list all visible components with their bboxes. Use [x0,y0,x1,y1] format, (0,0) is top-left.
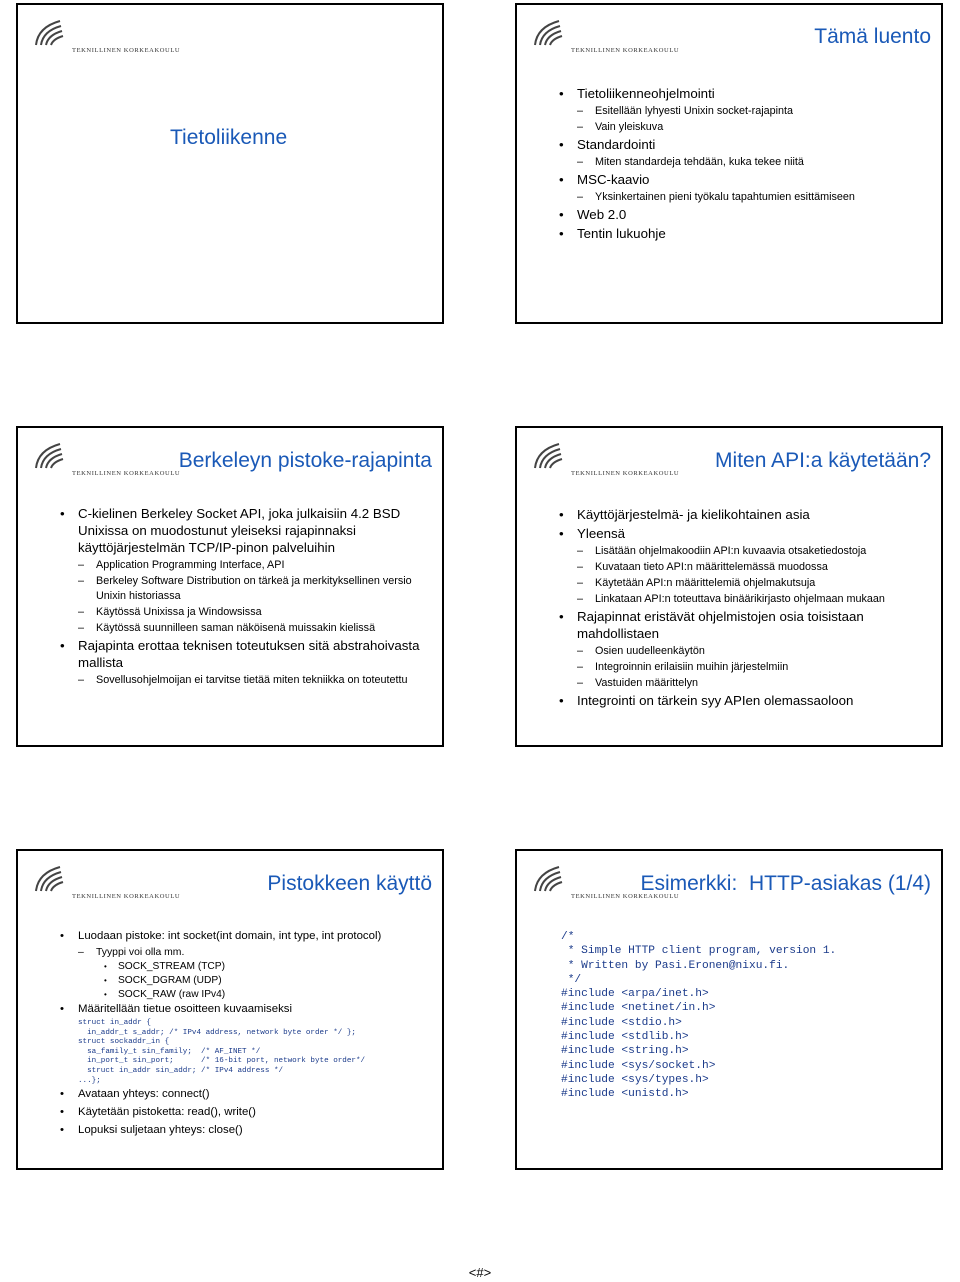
sub-bullet: – Osien uudelleenkäytön [559,644,919,659]
slide-body [60,929,420,1140]
logo-icon [32,863,66,895]
logo-icon [531,17,565,49]
slide-body [559,85,919,244]
bullet: • Lopuksi suljetaan yhteys: close() [60,1122,420,1138]
slide-body [60,505,420,689]
sub-bullet: – Käytetään API:n määrittelemiä ohjelmakutsuja [559,576,919,591]
logo-text: TEKNILLINEN KORKEAKOULU [72,893,181,900]
university-logo [32,440,181,480]
logo-icon [531,440,565,472]
sub-bullet: – Tyyppi voi olla mm. [60,946,420,959]
university-logo [32,17,181,57]
slide-body [559,506,919,711]
bullet: • Standardointi [559,136,919,153]
sub-bullet: – Kuvataan tieto API:n määrittelemässä muodossa [559,560,919,575]
bullet: • Luodaan pistoke: int socket(int domain, int type, int protocol) [60,929,420,944]
bullet: • Tietoliikenneohjelmointi [559,85,919,102]
sub-bullet: – Sovellusohjelmoijan ei tarvitse tietää miten tekniikka on toteutettu [60,673,420,688]
bullet: • Integrointi on tärkein syy APIen olemassaoloon [559,692,919,709]
sub-bullet: – Miten standardeja tehdään, kuka tekee niitä [559,155,919,170]
code-listing: /* * Simple HTTP client program, version 1. * Written by Pasi.Eronen@nixu.fi. */ #include <arpa/inet.h> #include <netinet/in.h> #include <stdio.h> #include <stdlib.h> #include <string.h> #include <sys/socket.h> #include <sys/types.h> #include <unistd.h> [561,931,837,1101]
slide-6 [515,849,943,1170]
slide-title: Miten API:a käytetään? [715,449,931,472]
logo-text: TEKNILLINEN KORKEAKOULU [571,47,680,54]
sub-sub-bullet: • SOCK_RAW (raw IPv4) [60,988,420,1002]
logo-icon [531,863,565,895]
sub-bullet: – Yksinkertainen pieni työkalu tapahtumien esittämiseen [559,190,919,205]
sub-bullet: – Lisätään ohjelmakoodiin API:n kuvaavia otsaketiedostoja [559,544,919,559]
bullet: • Käyttöjärjestelmä- ja kielikohtainen asia [559,506,919,523]
sub-bullet: – Berkeley Software Distribution on tärkeä ja merkityksellinen versio Unixin historiassa [60,574,420,604]
sub-bullet: – Vastuiden määrittelyn [559,676,919,691]
university-logo [531,17,680,57]
sub-bullet: – Käytössä Unixissa ja Windowsissa [60,605,420,620]
sub-bullet: – Application Programming Interface, API [60,558,420,573]
bullet: • Tentin lukuohje [559,225,919,242]
sub-bullet: – Käytössä suunnilleen saman näköisenä muissakin kielissä [60,621,420,636]
sub-bullet: – Esitellään lyhyesti Unixin socket-rajapinta [559,104,919,119]
bullet: • Yleensä [559,525,919,542]
bullet: • MSC-kaavio [559,171,919,188]
bullet: • Rajapinnat eristävät ohjelmistojen osia toisistaan mahdollistaen [559,608,919,642]
sub-bullet: – Vain yleiskuva [559,120,919,135]
code-snippet: struct in_addr { in_addr_t s_addr; /* IPv4 address, network byte order */ }; struct sockaddr_in { sa_family_t sin_family; /* AF_INET */ in_port_t sin_port; /* 16-bit port, network byte order*/ struct in_addr sin_addr; /* IPv4 address */ ...}; [78,1019,366,1085]
slide-title: Pistokkeen käyttö [267,872,432,895]
bullet: • C-kielinen Berkeley Socket API, joka julkaisiin 4.2 BSD Unixissa on muodostunut yleiseksi rajapinnaksi käyttöjärjestelmän TCP/IP-pinon palveluihin [60,505,420,556]
logo-icon [32,17,66,49]
slide-1 [16,3,444,324]
slide-3 [16,426,444,747]
logo-text: TEKNILLINEN KORKEAKOULU [571,893,680,900]
logo-icon [32,440,66,472]
sub-bullet: – Integroinnin erilaisiin muihin järjestelmiin [559,660,919,675]
sub-sub-bullet: • SOCK_STREAM (TCP) [60,960,420,974]
slide-title: Tämä luento [814,25,931,48]
bullet: • Web 2.0 [559,206,919,223]
bullet: • Määritellään tietue osoitteen kuvaamiseksi [60,1002,420,1017]
slide-5 [16,849,444,1170]
logo-text: TEKNILLINEN KORKEAKOULU [571,470,680,477]
bullet: • Rajapinta erottaa teknisen toteutuksen sitä abstrahoivasta mallista [60,637,420,671]
slide-title: Esimerkki: HTTP-asiakas (1/4) [640,872,931,895]
university-logo [531,440,680,480]
bullet: • Käytetään pistoketta: read(), write() [60,1104,420,1120]
slide-2 [515,3,943,324]
page-number: <#> [468,1265,492,1280]
bullet: • Avataan yhteys: connect() [60,1086,420,1102]
university-logo [32,863,181,903]
logo-text: TEKNILLINEN KORKEAKOULU [72,470,181,477]
sub-bullet: – Linkataan API:n toteuttava binäärikirjasto ohjelmaan mukaan [559,592,919,607]
sub-sub-bullet: • SOCK_DGRAM (UDP) [60,974,420,988]
slide-title: Berkeleyn pistoke-rajapinta [178,449,432,472]
slide-4 [515,426,943,747]
slide-title: Tietoliikenne [170,126,288,149]
logo-text: TEKNILLINEN KORKEAKOULU [72,47,181,54]
